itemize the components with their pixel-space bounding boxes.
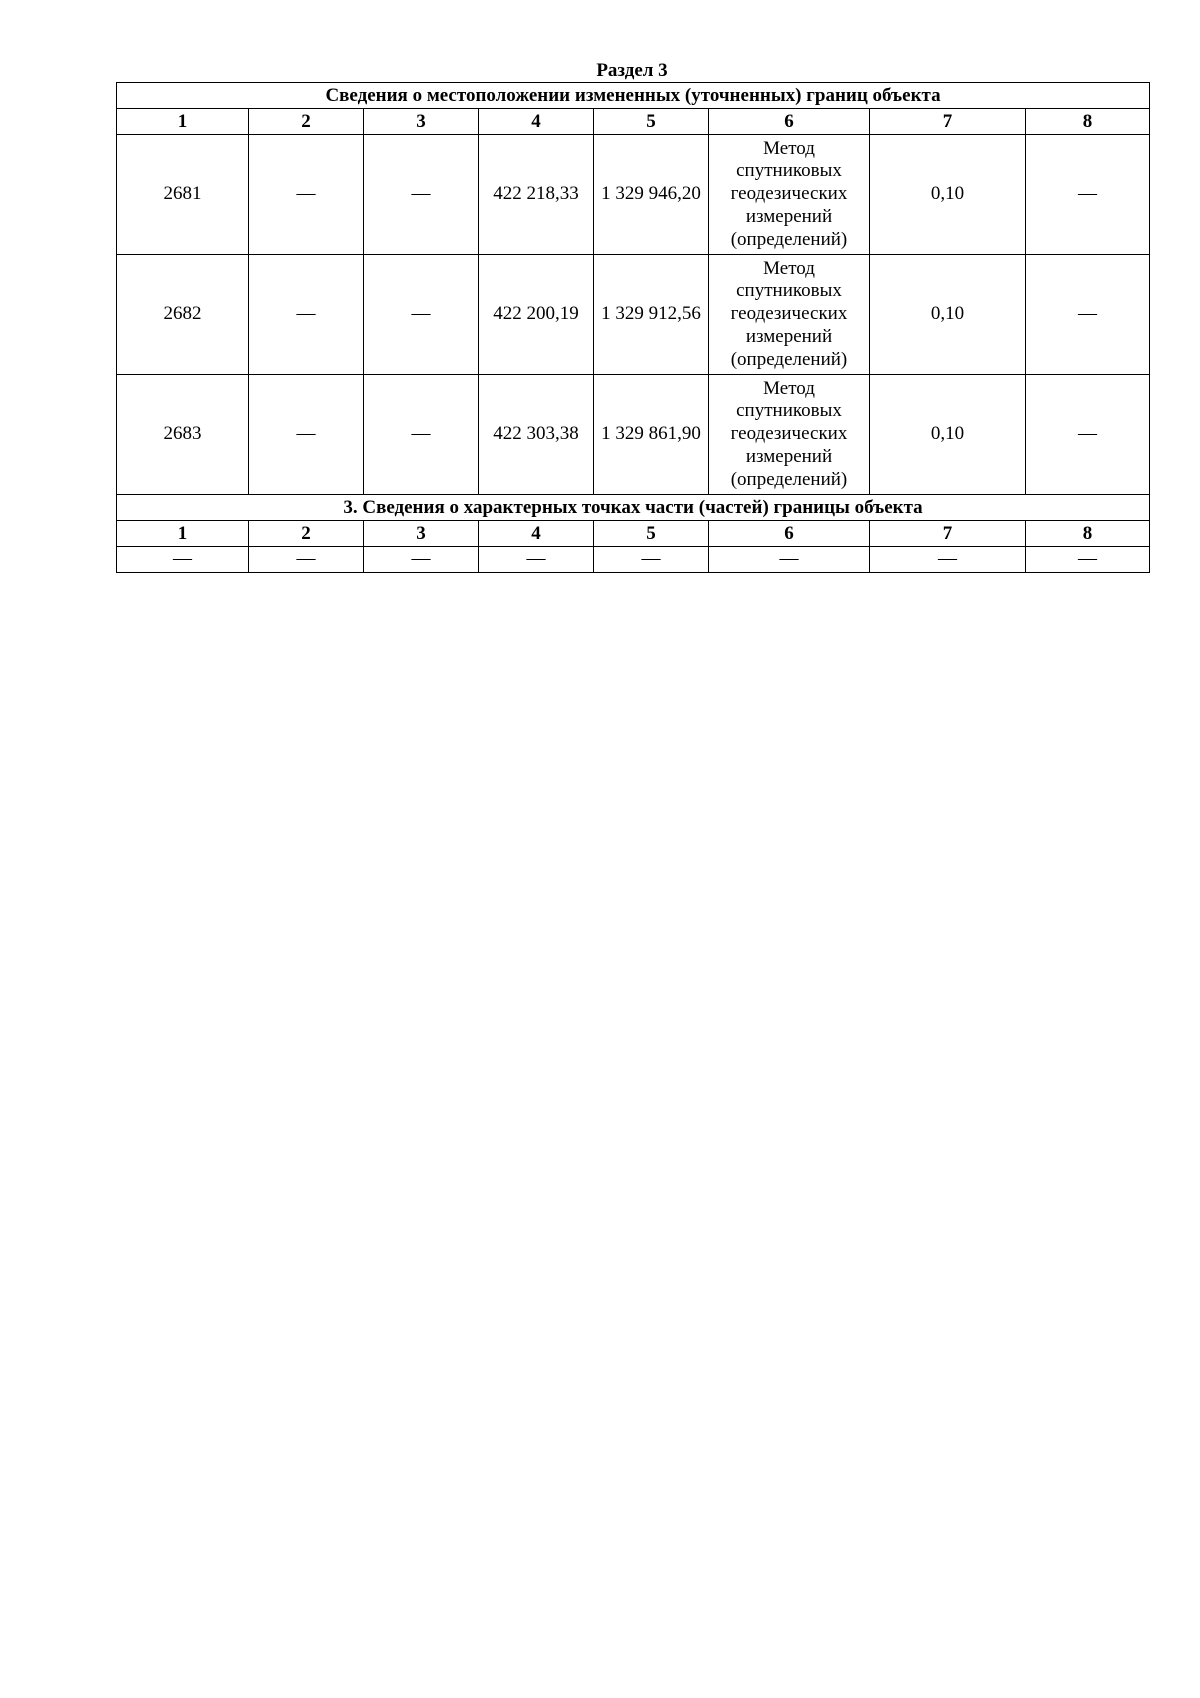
column-number: 3: [364, 109, 479, 135]
table-cell-dash: —: [249, 375, 364, 495]
coordinate-y: 1 329 912,56: [594, 255, 709, 375]
table-row: [117, 547, 1150, 573]
coordinate-y: 1 329 861,90: [594, 375, 709, 495]
column-number: 2: [249, 109, 364, 135]
table-cell-dash: —: [249, 135, 364, 255]
table-cell-dash: —: [709, 547, 870, 573]
table-cell-dash: —: [594, 547, 709, 573]
table-cell-dash: —: [1026, 255, 1150, 375]
table-cell-dash: —: [1026, 135, 1150, 255]
method-cell: Метод спутниковых геодезических измерений (определений): [709, 255, 870, 375]
coordinate-x: 422 303,38: [479, 375, 594, 495]
table-cell-dash: —: [117, 547, 249, 573]
page-title: Раздел 3: [596, 60, 668, 81]
coordinate-x: 422 200,19: [479, 255, 594, 375]
column-number: 5: [594, 521, 709, 547]
accuracy-cell: 0,10: [870, 255, 1026, 375]
column-number: 8: [1026, 521, 1150, 547]
column-number: 7: [870, 109, 1026, 135]
subsection-heading: 3. Сведения о характерных точках части (частей) границы объекта: [117, 495, 1150, 521]
table-cell-dash: —: [1026, 547, 1150, 573]
column-number: 1: [117, 109, 249, 135]
table-row: [117, 135, 1150, 255]
table-cell-dash: —: [870, 547, 1026, 573]
point-number: 2682: [117, 255, 249, 375]
coordinate-y: 1 329 946,20: [594, 135, 709, 255]
point-number: 2683: [117, 375, 249, 495]
column-number: 1: [117, 521, 249, 547]
subsection-heading-row: [117, 495, 1150, 521]
column-number: 7: [870, 521, 1026, 547]
section-heading: Сведения о местоположении измененных (уточненных) границ объекта: [117, 83, 1150, 109]
method-cell: Метод спутниковых геодезических измерений (определений): [709, 135, 870, 255]
column-number: 4: [479, 109, 594, 135]
table-cell-dash: —: [364, 375, 479, 495]
coordinate-x: 422 218,33: [479, 135, 594, 255]
column-number: 2: [249, 521, 364, 547]
boundary-points-table: [116, 82, 1150, 573]
column-number: 6: [709, 521, 870, 547]
point-number: 2681: [117, 135, 249, 255]
subsection-column-number-row: [117, 521, 1150, 547]
column-number: 6: [709, 109, 870, 135]
table-row: [117, 375, 1150, 495]
column-number: 4: [479, 521, 594, 547]
column-number: 3: [364, 521, 479, 547]
column-number: 8: [1026, 109, 1150, 135]
accuracy-cell: 0,10: [870, 375, 1026, 495]
method-cell: Метод спутниковых геодезических измерений (определений): [709, 375, 870, 495]
table-cell-dash: —: [364, 547, 479, 573]
table-row: [117, 255, 1150, 375]
table-cell-dash: —: [249, 547, 364, 573]
section-heading-row: [117, 83, 1150, 109]
column-number-row: [117, 109, 1150, 135]
accuracy-cell: 0,10: [870, 135, 1026, 255]
table-cell-dash: —: [479, 547, 594, 573]
table-cell-dash: —: [1026, 375, 1150, 495]
table-cell-dash: —: [364, 135, 479, 255]
table-cell-dash: —: [249, 255, 364, 375]
table-cell-dash: —: [364, 255, 479, 375]
column-number: 5: [594, 109, 709, 135]
